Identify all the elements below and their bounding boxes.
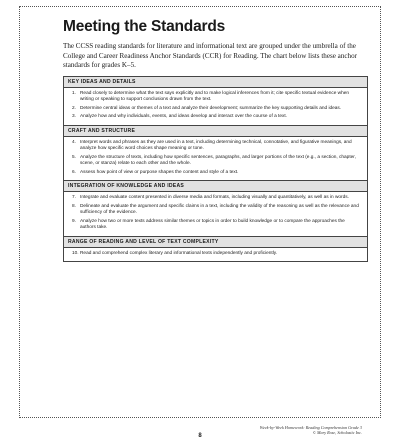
standard-number: 2. [72, 105, 76, 111]
standard-text: Read and comprehend complex literary and informational texts independently and proficiently. [80, 250, 278, 256]
standard-item [72, 195, 361, 201]
footer-credit-line1: Week-by-Week Homework: Reading Comprehension Grade 3 [259, 425, 362, 430]
section-header-craft-structure: CRAFT AND STRUCTURE [64, 125, 367, 137]
standard-number: 7. [72, 195, 76, 201]
standard-item [72, 251, 361, 257]
section-header-integration: INTEGRATION OF KNOWLEDGE AND IDEAS [64, 180, 367, 192]
intro-paragraph: The CCSS reading standards for literature and informational text are grouped under the umbrella of the College and Career Readiness Anchor Standards (CCR) for Reading. The chart below lists these anchor standards for grades K–5. [63, 42, 357, 70]
page-number: 8 [198, 433, 202, 439]
standard-item [72, 204, 361, 217]
standard-item [72, 170, 361, 176]
section-items-integration [64, 192, 367, 235]
standards-table [63, 76, 368, 262]
standard-item [72, 219, 361, 232]
standard-number: 8. [72, 203, 76, 209]
standard-text: Delineate and evaluate the argument and specific claims in a text, including the validity of the reasoning as well as the relevance and sufficiency of the evidence. [80, 203, 359, 216]
standard-text: Determine central ideas or themes of a text and analyze their development; summarize the key supporting details and ideas. [80, 105, 342, 111]
section-items-key-ideas [64, 88, 367, 125]
section-items-range-complexity [64, 248, 367, 261]
section-items-craft-structure [64, 137, 367, 180]
standard-text: Integrate and evaluate content presented in diverse media and formats, including visually and quantitatively, as well as in words. [80, 195, 349, 201]
footer-credit-line2: © Mary Rose, Scholastic Inc. [312, 430, 362, 436]
standard-text: Interpret words and phrases as they are used in a text, including determining technical, connotative, and figurative meanings, and analyze how specific word choices shape meaning or tone. [80, 139, 352, 152]
standard-number: 6. [72, 169, 76, 175]
section-header-key-ideas: KEY IDEAS AND DETAILS [64, 77, 367, 88]
standard-text: Assess how point of view or purpose shapes the content and style of a text. [80, 169, 239, 175]
standard-item [72, 155, 361, 168]
standard-number: 5. [72, 154, 76, 160]
standard-text: Read closely to determine what the text says explicitly and to make logical inferences from it; cite specific textual evidence when writing or speaking to support conclusions drawn from the text. [80, 90, 350, 103]
standard-item [72, 114, 361, 120]
page-content [38, 18, 364, 262]
standard-text: Analyze how and why individuals, events, and ideas develop and interact over the course of a text. [80, 114, 288, 120]
section-header-range-complexity: RANGE OF READING AND LEVEL OF TEXT COMPLEXITY [64, 236, 367, 248]
page-title: Meeting the Standards [63, 18, 226, 35]
standard-item [72, 140, 361, 153]
standard-item [72, 91, 361, 104]
standard-number: 1. [72, 90, 76, 96]
standard-text: Analyze how two or more texts address similar themes or topics in order to build knowledge or to compare the approaches the authors take. [80, 218, 345, 231]
standard-item [72, 106, 361, 112]
standard-number: 4. [72, 139, 76, 145]
standard-number: 3. [72, 114, 76, 120]
standard-number: 10. [72, 250, 79, 256]
standard-text: Analyze the structure of texts, including how specific sentences, paragraphs, and larger portions of the text (e.g., a section, chapter, scene, or stanza) relate to each other and the whole. [80, 154, 356, 167]
standard-number: 9. [72, 218, 76, 224]
